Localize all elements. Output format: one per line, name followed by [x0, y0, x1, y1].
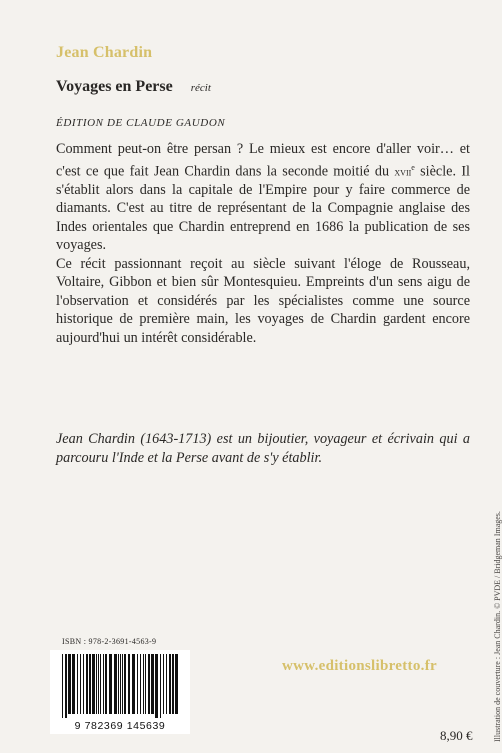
barcode-bar: [172, 654, 174, 714]
barcode-bar: [163, 654, 164, 714]
barcode-bar: [86, 654, 88, 714]
barcode-bar: [62, 654, 63, 718]
barcode-graphic: [50, 650, 190, 720]
barcode-bar: [65, 654, 67, 718]
barcode-bar: [128, 654, 130, 714]
barcode-bar: [140, 654, 141, 714]
barcode-bar: [132, 654, 135, 714]
century-superscript: e: [411, 162, 415, 172]
title-row: [56, 78, 211, 96]
barcode-bar: [120, 654, 121, 714]
barcode-bar: [122, 654, 123, 714]
barcode-bar: [118, 654, 119, 714]
barcode-bar: [143, 654, 144, 714]
synopsis-paragraph-2: Ce récit passionnant reçoit au siècle suivant l'éloge de Rousseau, Voltaire, Gibbon et bien sûr Montesquieu. Empreints d'un sens aigu de l'observation et considérés par les spécialistes comme une source historique de première main, les voyages de Chardin gardent encore aujourd'hui un intérêt considérable.: [56, 255, 470, 346]
synopsis: [56, 140, 470, 347]
price-tag: 8,90 €: [440, 728, 473, 743]
author-bio: [56, 430, 470, 467]
barcode-bar: [68, 654, 71, 714]
barcode-bar: [155, 654, 158, 718]
author-bio-text: Jean Chardin (1643-1713) est un bijoutier, voyageur et écrivain qui a parcouru l'Inde et la Perse avant de s'y établir.: [56, 431, 470, 466]
barcode-bar: [77, 654, 78, 714]
barcode-bar: [105, 654, 107, 714]
barcode-digits: 9 782369 145639: [74, 720, 166, 732]
barcode-bar: [175, 654, 178, 714]
barcode-bar: [83, 654, 84, 714]
synopsis-text-end: siècle. Il s'établit alors dans la capitale de l'Empire pour y faire commerce de diamants. C'est au titre de représentant de la Compagnie anglaise des Indes orientales que Chardin entreprend en 1686 la publication de ses voyages.: [56, 163, 470, 254]
barcode-bar: [109, 654, 112, 714]
barcode-bar: [151, 654, 154, 714]
barcode-bar: [92, 654, 95, 714]
barcode: [50, 650, 190, 734]
barcode-bar: [166, 654, 167, 714]
genre-label: récit: [190, 82, 211, 94]
isbn-number: ISBN : 978-2-3691-4563-9: [62, 637, 157, 646]
synopsis-text-start: Comment peut-on être persan ? Le mieux est encore d'aller voir… et c'est ce que fait Jean Chardin dans la seconde moitié du: [56, 141, 470, 180]
illustration-credit: Illustration de couverture : Jean Chardin. © PVDE / Bridgeman Images.: [493, 511, 502, 742]
publisher-website: www.editionslibretto.fr: [282, 658, 437, 674]
barcode-bar: [96, 654, 97, 714]
barcode-bar: [124, 654, 126, 714]
barcode-bar: [98, 654, 99, 714]
century-numeral: xvii: [394, 164, 412, 179]
barcode-bar: [137, 654, 138, 714]
barcode-bar: [100, 654, 101, 714]
barcode-bar: [145, 654, 146, 714]
barcode-bar: [148, 654, 150, 714]
edition-line: ÉDITION DE CLAUDE GAUDON: [56, 117, 226, 129]
barcode-bar: [89, 654, 91, 714]
author-name: Jean Chardin: [56, 44, 153, 61]
barcode-bar: [80, 654, 81, 714]
barcode-bar: [169, 654, 171, 714]
barcode-bar: [72, 654, 75, 714]
barcode-bar: [103, 654, 104, 714]
synopsis-paragraph-1: [56, 140, 470, 255]
barcode-bar: [114, 654, 117, 714]
barcode-bar: [160, 654, 161, 718]
book-title: Voyages en Perse: [56, 78, 173, 95]
